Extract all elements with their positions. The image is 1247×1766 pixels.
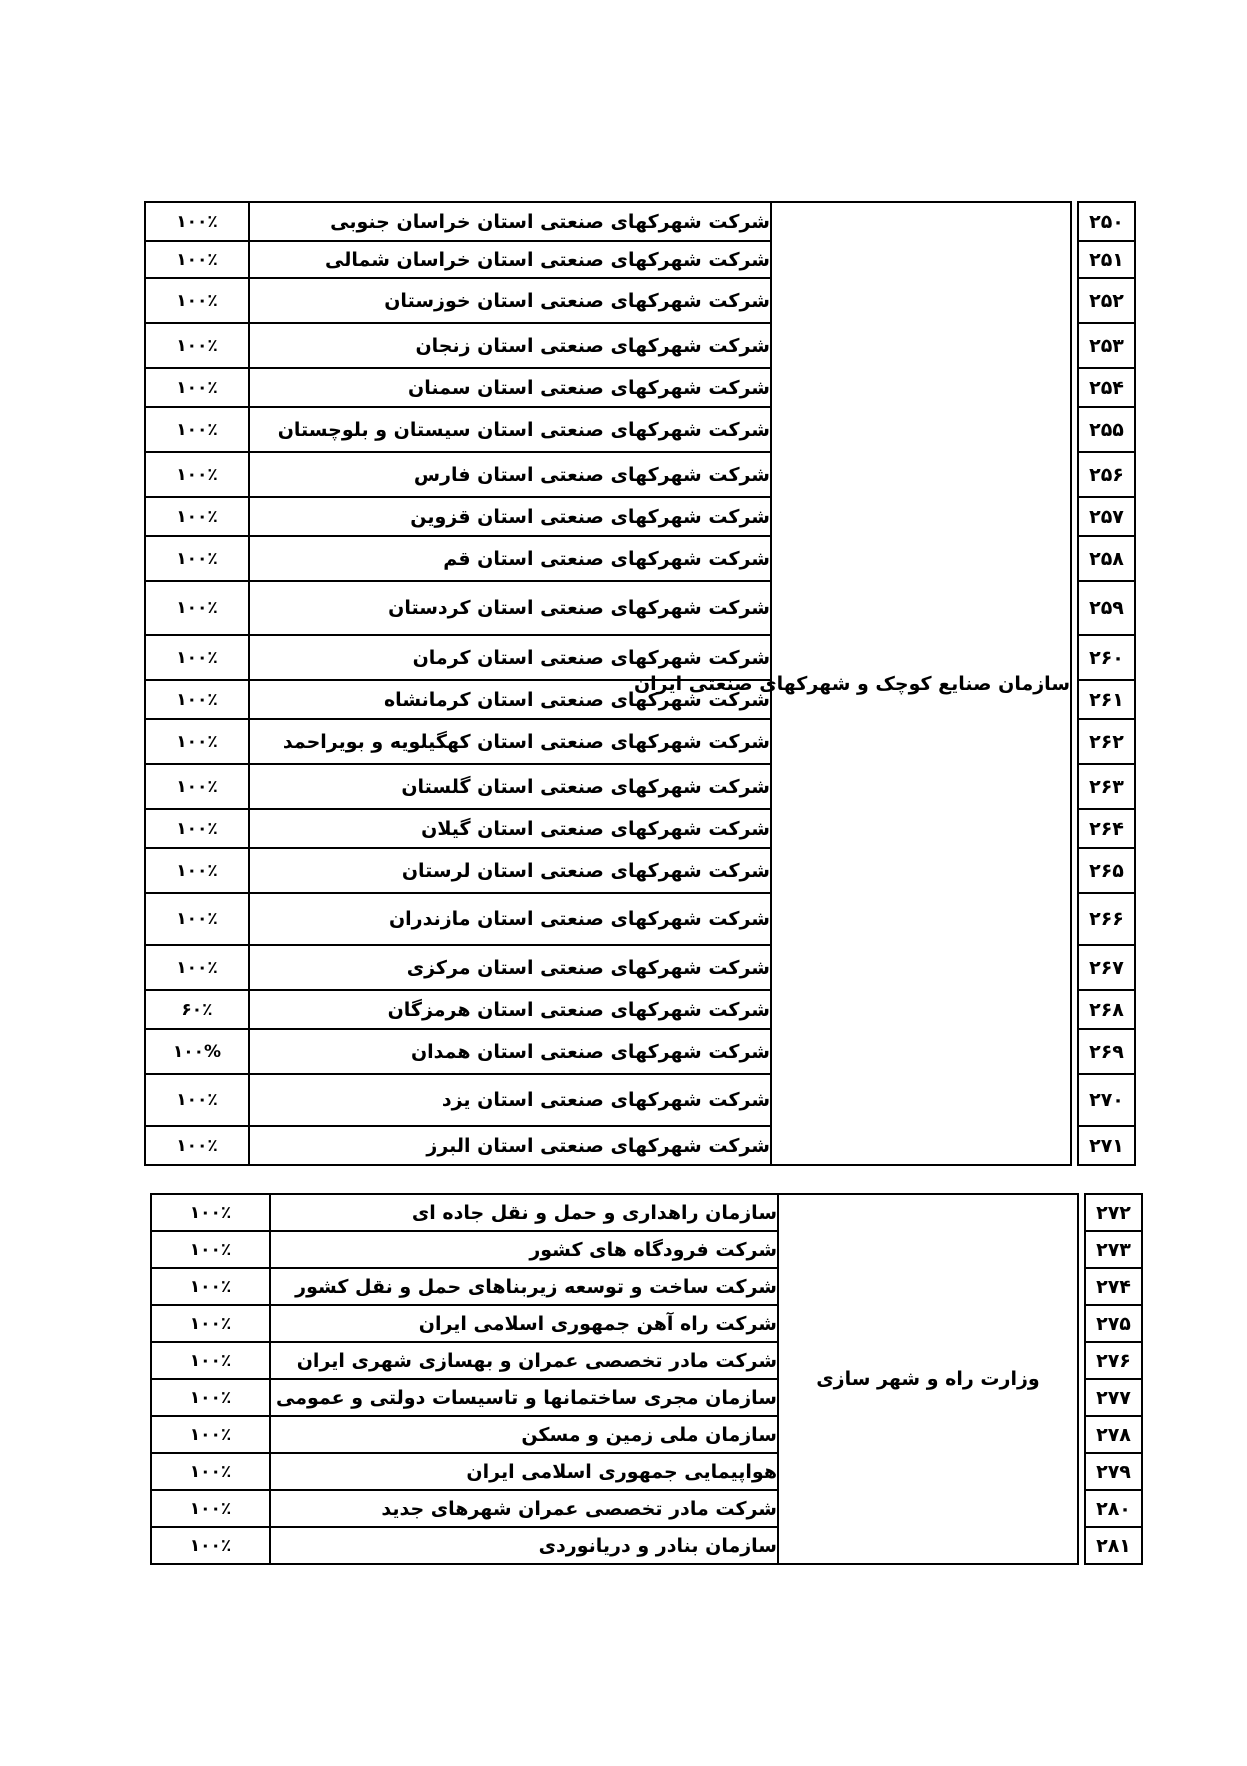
ownership-share: ۱۰۰٪ [151, 1231, 270, 1268]
company-name: شرکت شهرکهای صنعتی استان مرکزی [249, 945, 771, 990]
column-gap [1071, 241, 1078, 278]
company-name: شرکت ساخت و توسعه زیربناهای حمل و نقل کشور [270, 1268, 778, 1305]
row-number: ۲۶۰ [1078, 635, 1135, 680]
company-name: شرکت شهرکهای صنعتی استان خراسان جنوبی [249, 202, 771, 241]
column-gap [1071, 945, 1078, 990]
column-gap [1071, 497, 1078, 536]
row-number: ۲۵۳ [1078, 323, 1135, 368]
column-gap [1078, 1268, 1085, 1305]
column-gap [1071, 680, 1078, 719]
column-gap [1078, 1379, 1085, 1416]
column-gap [1071, 536, 1078, 581]
company-name: شرکت شهرکهای صنعتی استان فارس [249, 452, 771, 497]
row-number: ۲۸۱ [1085, 1527, 1142, 1564]
column-gap [1071, 719, 1078, 764]
row-number: ۲۷۵ [1085, 1305, 1142, 1342]
ownership-share: ۱۰۰٪ [151, 1194, 270, 1231]
ownership-share: ۱۰۰٪ [145, 581, 249, 635]
row-number: ۲۷۸ [1085, 1416, 1142, 1453]
company-name: شرکت فرودگاه های کشور [270, 1231, 778, 1268]
ownership-share: ۱۰۰٪ [145, 680, 249, 719]
column-gap [1071, 407, 1078, 452]
company-name: شرکت شهرکهای صنعتی استان سیستان و بلوچستان [249, 407, 771, 452]
row-number: ۲۶۹ [1078, 1029, 1135, 1074]
ownership-share: ۱۰۰٪ [145, 848, 249, 893]
row-number: ۲۵۵ [1078, 407, 1135, 452]
ownership-share: ۱۰۰٪ [145, 764, 249, 809]
company-name: شرکت مادر تخصصی عمران شهرهای جدید [270, 1490, 778, 1527]
ownership-share: ۱۰۰٪ [145, 278, 249, 323]
companies-table-roads [150, 1193, 1143, 1565]
column-gap [1078, 1342, 1085, 1379]
ownership-share: ۱۰۰٪ [151, 1342, 270, 1379]
ownership-share: ۱۰۰٪ [151, 1453, 270, 1490]
column-gap [1071, 1074, 1078, 1126]
column-gap [1071, 1126, 1078, 1165]
table-row [145, 202, 1135, 241]
row-number: ۲۶۷ [1078, 945, 1135, 990]
column-gap [1071, 893, 1078, 945]
column-gap [1071, 809, 1078, 848]
row-number: ۲۵۲ [1078, 278, 1135, 323]
ownership-share: ۱۰۰٪ [145, 536, 249, 581]
row-number: ۲۷۹ [1085, 1453, 1142, 1490]
row-number: ۲۶۶ [1078, 893, 1135, 945]
ownership-share: ۱۰۰٪ [145, 202, 249, 241]
column-gap [1071, 452, 1078, 497]
ownership-share: ۱۰۰٪ [145, 368, 249, 407]
ownership-share: ۶۰٪ [145, 990, 249, 1029]
company-name: شرکت شهرکهای صنعتی استان قم [249, 536, 771, 581]
row-number: ۲۵۰ [1078, 202, 1135, 241]
column-gap [1071, 635, 1078, 680]
parent-organization: وزارت راه و شهر سازی [778, 1194, 1078, 1564]
column-gap [1078, 1527, 1085, 1564]
row-number: ۲۶۸ [1078, 990, 1135, 1029]
column-gap [1071, 278, 1078, 323]
ownership-share: ۱۰۰٪ [145, 809, 249, 848]
column-gap [1078, 1416, 1085, 1453]
ownership-share: ۱۰۰٪ [145, 719, 249, 764]
column-gap [1078, 1453, 1085, 1490]
parent-organization: سازمان صنایع کوچک و شهرکهای صنعتی ایران [771, 202, 1071, 1165]
company-name: شرکت شهرکهای صنعتی استان کرمان [249, 635, 771, 680]
row-number: ۲۶۱ [1078, 680, 1135, 719]
company-name: شرکت شهرکهای صنعتی استان کرمانشاه [249, 680, 771, 719]
column-gap [1071, 990, 1078, 1029]
companies-table-industrial [144, 201, 1136, 1166]
ownership-share: ۱۰۰٪ [145, 945, 249, 990]
column-gap [1078, 1490, 1085, 1527]
company-name: شرکت شهرکهای صنعتی استان لرستان [249, 848, 771, 893]
company-name: سازمان ملی زمین و مسکن [270, 1416, 778, 1453]
company-name: شرکت راه آهن جمهوری اسلامی ایران [270, 1305, 778, 1342]
ownership-share: ۱۰۰٪ [151, 1379, 270, 1416]
ownership-share: ۱۰۰٪ [145, 635, 249, 680]
column-gap [1078, 1194, 1085, 1231]
column-gap [1078, 1305, 1085, 1342]
company-name: شرکت شهرکهای صنعتی استان هرمزگان [249, 990, 771, 1029]
company-name: شرکت شهرکهای صنعتی استان یزد [249, 1074, 771, 1126]
company-name: شرکت شهرکهای صنعتی استان زنجان [249, 323, 771, 368]
column-gap [1078, 1231, 1085, 1268]
row-number: ۲۵۹ [1078, 581, 1135, 635]
ownership-share: ۱۰۰٪ [151, 1527, 270, 1564]
ownership-share: ۱۰۰٪ [151, 1268, 270, 1305]
ownership-share: ۱۰۰٪ [151, 1490, 270, 1527]
column-gap [1071, 848, 1078, 893]
row-number: ۲۵۴ [1078, 368, 1135, 407]
row-number: ۲۷۳ [1085, 1231, 1142, 1268]
company-name: شرکت شهرکهای صنعتی استان مازندران [249, 893, 771, 945]
company-name: سازمان بنادر و دریانوردی [270, 1527, 778, 1564]
ownership-share: ۱۰۰٪ [145, 241, 249, 278]
column-gap [1071, 202, 1078, 241]
column-gap [1071, 1029, 1078, 1074]
company-name: شرکت شهرکهای صنعتی استان البرز [249, 1126, 771, 1165]
company-name: سازمان مجری ساختمانها و تاسیسات دولتی و عمومی [270, 1379, 778, 1416]
company-name: شرکت شهرکهای صنعتی استان گیلان [249, 809, 771, 848]
company-name: شرکت شهرکهای صنعتی استان همدان [249, 1029, 771, 1074]
column-gap [1071, 368, 1078, 407]
company-name: شرکت شهرکهای صنعتی استان قزوین [249, 497, 771, 536]
row-number: ۲۷۷ [1085, 1379, 1142, 1416]
ownership-share: ۱۰۰٪ [145, 407, 249, 452]
row-number: ۲۷۶ [1085, 1342, 1142, 1379]
company-name: سازمان راهداری و حمل و نقل جاده ای [270, 1194, 778, 1231]
row-number: ۲۷۰ [1078, 1074, 1135, 1126]
company-name: شرکت شهرکهای صنعتی استان سمنان [249, 368, 771, 407]
row-number: ۲۷۴ [1085, 1268, 1142, 1305]
column-gap [1071, 581, 1078, 635]
ownership-share: ۱۰۰% [145, 1029, 249, 1074]
company-name: شرکت شهرکهای صنعتی استان خوزستان [249, 278, 771, 323]
row-number: ۲۵۶ [1078, 452, 1135, 497]
row-number: ۲۶۵ [1078, 848, 1135, 893]
ownership-share: ۱۰۰٪ [145, 1126, 249, 1165]
ownership-share: ۱۰۰٪ [145, 323, 249, 368]
company-name: شرکت شهرکهای صنعتی استان کهگیلویه و بویراحمد [249, 719, 771, 764]
company-name: شرکت مادر تخصصی عمران و بهسازی شهری ایران [270, 1342, 778, 1379]
ownership-share: ۱۰۰٪ [151, 1416, 270, 1453]
row-number: ۲۷۲ [1085, 1194, 1142, 1231]
company-name: شرکت شهرکهای صنعتی استان کردستان [249, 581, 771, 635]
ownership-share: ۱۰۰٪ [151, 1305, 270, 1342]
row-number: ۲۸۰ [1085, 1490, 1142, 1527]
row-number: ۲۵۷ [1078, 497, 1135, 536]
ownership-share: ۱۰۰٪ [145, 1074, 249, 1126]
row-number: ۲۶۳ [1078, 764, 1135, 809]
table-row [151, 1194, 1142, 1231]
ownership-share: ۱۰۰٪ [145, 452, 249, 497]
row-number: ۲۵۱ [1078, 241, 1135, 278]
row-number: ۲۷۱ [1078, 1126, 1135, 1165]
row-number: ۲۶۴ [1078, 809, 1135, 848]
row-number: ۲۵۸ [1078, 536, 1135, 581]
company-name: هواپیمایی جمهوری اسلامی ایران [270, 1453, 778, 1490]
ownership-share: ۱۰۰٪ [145, 497, 249, 536]
company-name: شرکت شهرکهای صنعتی استان خراسان شمالی [249, 241, 771, 278]
column-gap [1071, 323, 1078, 368]
row-number: ۲۶۲ [1078, 719, 1135, 764]
ownership-share: ۱۰۰٪ [145, 893, 249, 945]
company-name: شرکت شهرکهای صنعتی استان گلستان [249, 764, 771, 809]
column-gap [1071, 764, 1078, 809]
